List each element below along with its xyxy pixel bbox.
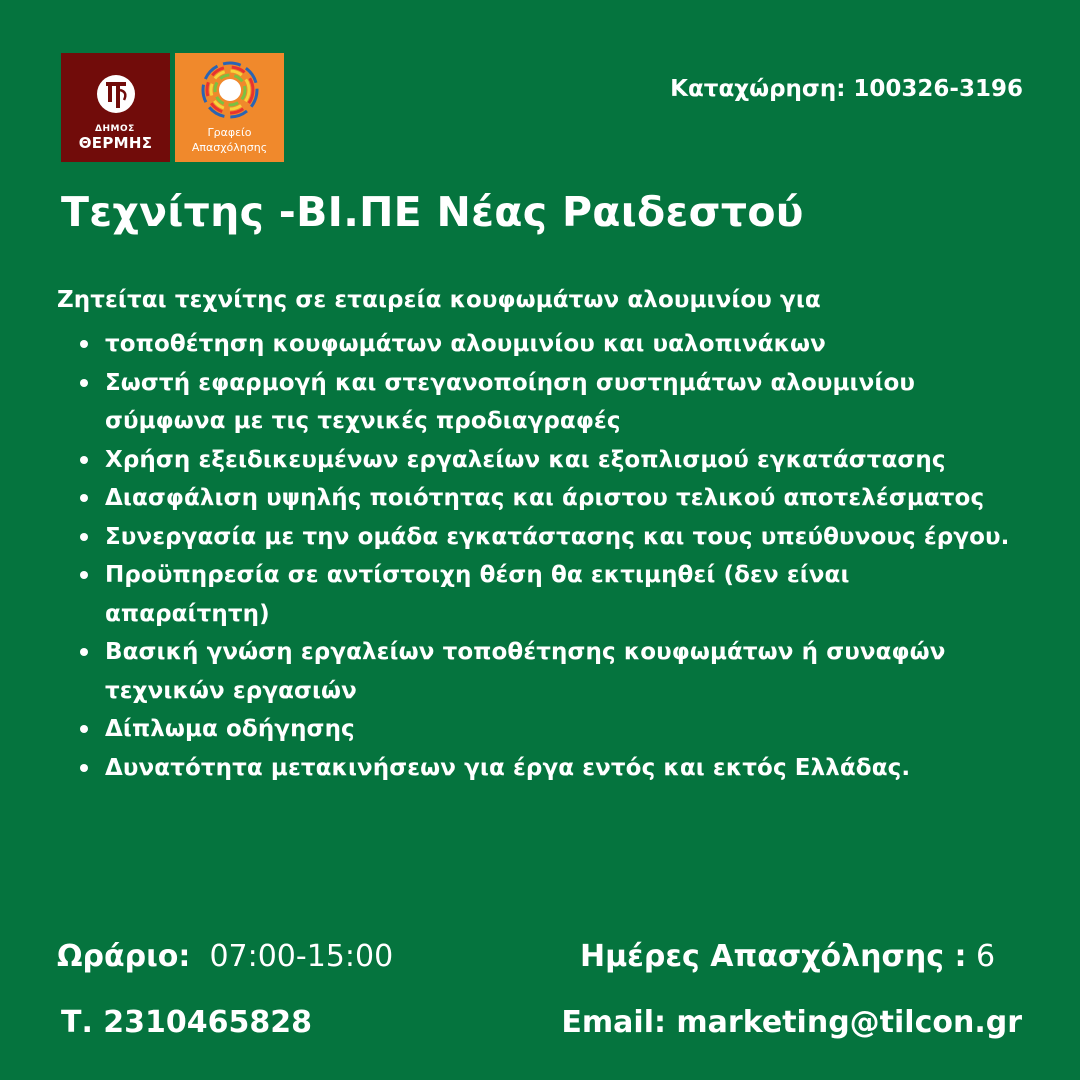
work-days — [580, 939, 995, 974]
work-days-value: 6 — [976, 939, 996, 974]
work-days-label: Ημέρες Απασχόλησης : — [580, 939, 967, 974]
list-item: Συνεργασία με την ομάδα εγκατάστασης και τους υπεύθυνους έργου. — [105, 518, 1020, 557]
job-intro: Ζητείται τεχνίτης σε εταιρεία κουφωμάτων αλουμινίου για — [57, 287, 821, 313]
schedule — [57, 939, 393, 974]
list-item: Δυνατότητα μετακινήσεων για έργα εντός και εκτός Ελλάδας. — [105, 749, 1020, 788]
list-item: Διασφάλιση υψηλής ποιότητας και άριστου τελικού αποτελέσματος — [105, 479, 1020, 518]
schedule-label: Ωράριο: — [57, 939, 191, 974]
concentric-circles-icon — [199, 59, 261, 121]
list-item: Δίπλωμα οδήγησης — [105, 710, 1020, 749]
phone-number: Τ. 2310465828 — [61, 1005, 313, 1040]
job-title: Τεχνίτης -ΒΙ.ΠΕ Νέας Ραιδεστού — [61, 188, 804, 236]
list-item: Βασική γνώση εργαλείων τοποθέτησης κουφωμάτων ή συναφών τεχνικών εργασιών — [105, 633, 1020, 710]
list-item: Χρήση εξειδικευμένων εργαλείων και εξοπλισμού εγκατάστασης — [105, 441, 1020, 480]
list-item: Σωστή εφαρμογή και στεγανοποίηση συστημάτων αλουμινίου σύμφωνα με τις τεχνικές προδιαγραφές — [105, 364, 1020, 441]
grafeio-label: Γραφείο — [207, 126, 252, 139]
apasxolisis-label: Απασχόλησης — [191, 141, 268, 154]
thermis-label: ΘΕΡΜΗΣ — [78, 134, 153, 152]
schedule-value: 07:00-15:00 — [209, 939, 394, 974]
list-item: Προϋπηρεσία σε αντίστοιχη θέση θα εκτιμηθεί (δεν είναι απαραίτητη) — [105, 556, 1020, 633]
dimos-thermis-logo — [61, 53, 170, 162]
registration-number: Καταχώρηση: 100326-3196 — [670, 76, 1023, 102]
dimos-label: ΔΗΜΟΣ — [95, 124, 135, 134]
dimos-emblem-icon — [96, 68, 136, 120]
list-item: τοποθέτηση κουφωμάτων αλουμινίου και υαλοπινάκων — [105, 325, 1020, 364]
requirements-list — [105, 325, 1020, 787]
contact-email: Email: marketing@tilcon.gr — [561, 1005, 1022, 1040]
grafeio-apasxolisis-logo — [175, 53, 284, 162]
